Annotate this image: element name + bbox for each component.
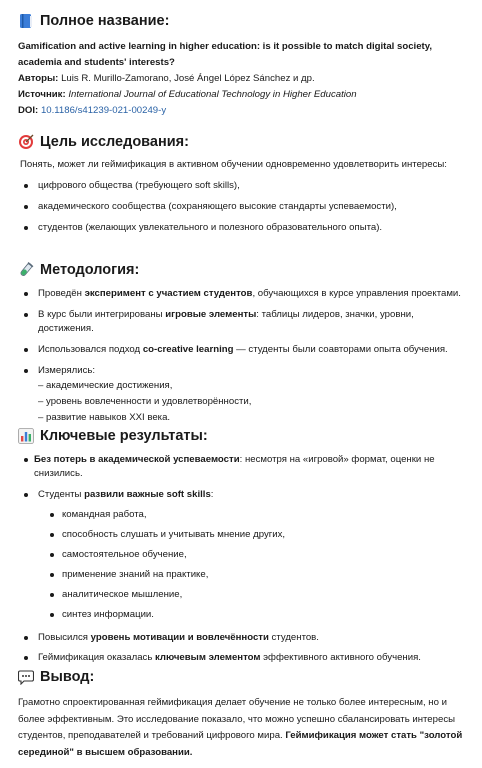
list-item: Геймификация оказалась ключевым элементом эффективного активного обучения. [18,651,464,665]
results-heading-text: Ключевые результаты: [40,428,208,444]
results-heading [18,427,464,445]
source-line: Источник: International Journal of Educational Technology in Higher Education [18,89,357,101]
doi-link[interactable]: 10.1186/s41239-021-00249-y [40,105,167,117]
bar-chart-icon [18,428,34,444]
list-item: применение знаний на практике, [18,568,464,582]
results-section [18,427,464,665]
blue-book-icon [18,13,34,29]
conclusion-section [18,668,464,761]
list-item: аналитическое мышление, [18,588,464,602]
authors-line: Авторы: Luis R. Murillo-Zamorano, José Ángel López Sánchez и др. [18,73,315,84]
list-item: В курс были интегрированы игровые элементы: таблицы лидеров, значки, уровни, достижения. [18,308,464,336]
goal-section [18,133,464,235]
target-icon [18,134,34,150]
list-item: академического сообщества (сохраняющего высокие стандарты успеваемости), [18,200,464,214]
method-heading [18,261,464,279]
goal-heading-text: Цель исследования: [40,134,189,150]
article-title: Gamification and active learning in higher education: is it possible to match digital society, academia and students' interests? [18,41,433,68]
results-list-continued [18,631,464,665]
results-list [18,453,464,502]
title-heading [18,12,464,30]
list-item: способность слушать и учитывать мнение других, [18,528,464,542]
conclusion-heading [18,668,464,686]
list-item: командная работа, [18,508,464,522]
conclusion-heading-text: Вывод: [40,669,95,685]
list-item: Проведён эксперимент с участием студентов, обучающихся в курсе управления проектами. [18,287,464,301]
list-item: студентов (желающих увлекательного и полезного образовательного опыта). [18,221,464,235]
list-item: Студенты развили важные soft skills: [18,488,464,502]
conclusion-text: Грамотно спроектированная геймификация делает обучение не только более интересным, но и более эффективным. Это исследование показало, что можно успешно сбалансировать интересы студентов, преподавателей и требований цифрового мира. Геймификация может стать "золотой серединой" в высшем образовании. [18,697,463,758]
list-item: Повысился уровень мотивации и вовлечённости студентов. [18,631,464,645]
method-heading-text: Методология: [40,262,140,278]
list-item: Без потерь в академической успеваемости: несмотря на «игровой» формат, оценки не снизились. [18,453,464,481]
list-item: Измерялись: – академические достижения, – уровень вовлеченности и удовлетворённости, – развитие навыков XXI века. [18,364,464,426]
goal-list [18,179,464,235]
list-item: самостоятельное обучение, [18,548,464,562]
doi-line: DOI: 10.1186/s41239-021-00249-y [18,105,167,117]
goal-heading [18,133,464,151]
list-item: синтез информации. [18,608,464,622]
title-section [18,12,464,120]
goal-intro: Понять, может ли геймификация в активном обучении одновременно удовлетворить интересы: [20,159,447,170]
title-heading-text: Полное название: [40,13,170,29]
speech-bubble-icon [18,669,34,685]
list-item: Использовался подход co-creative learning — студенты были соавторами опыта обучения. [18,343,464,357]
test-tube-icon [18,262,34,278]
list-item: цифрового общества (требующего soft skills), [18,179,464,193]
method-list [18,287,464,426]
method-section [18,261,464,426]
skills-list [18,508,464,622]
